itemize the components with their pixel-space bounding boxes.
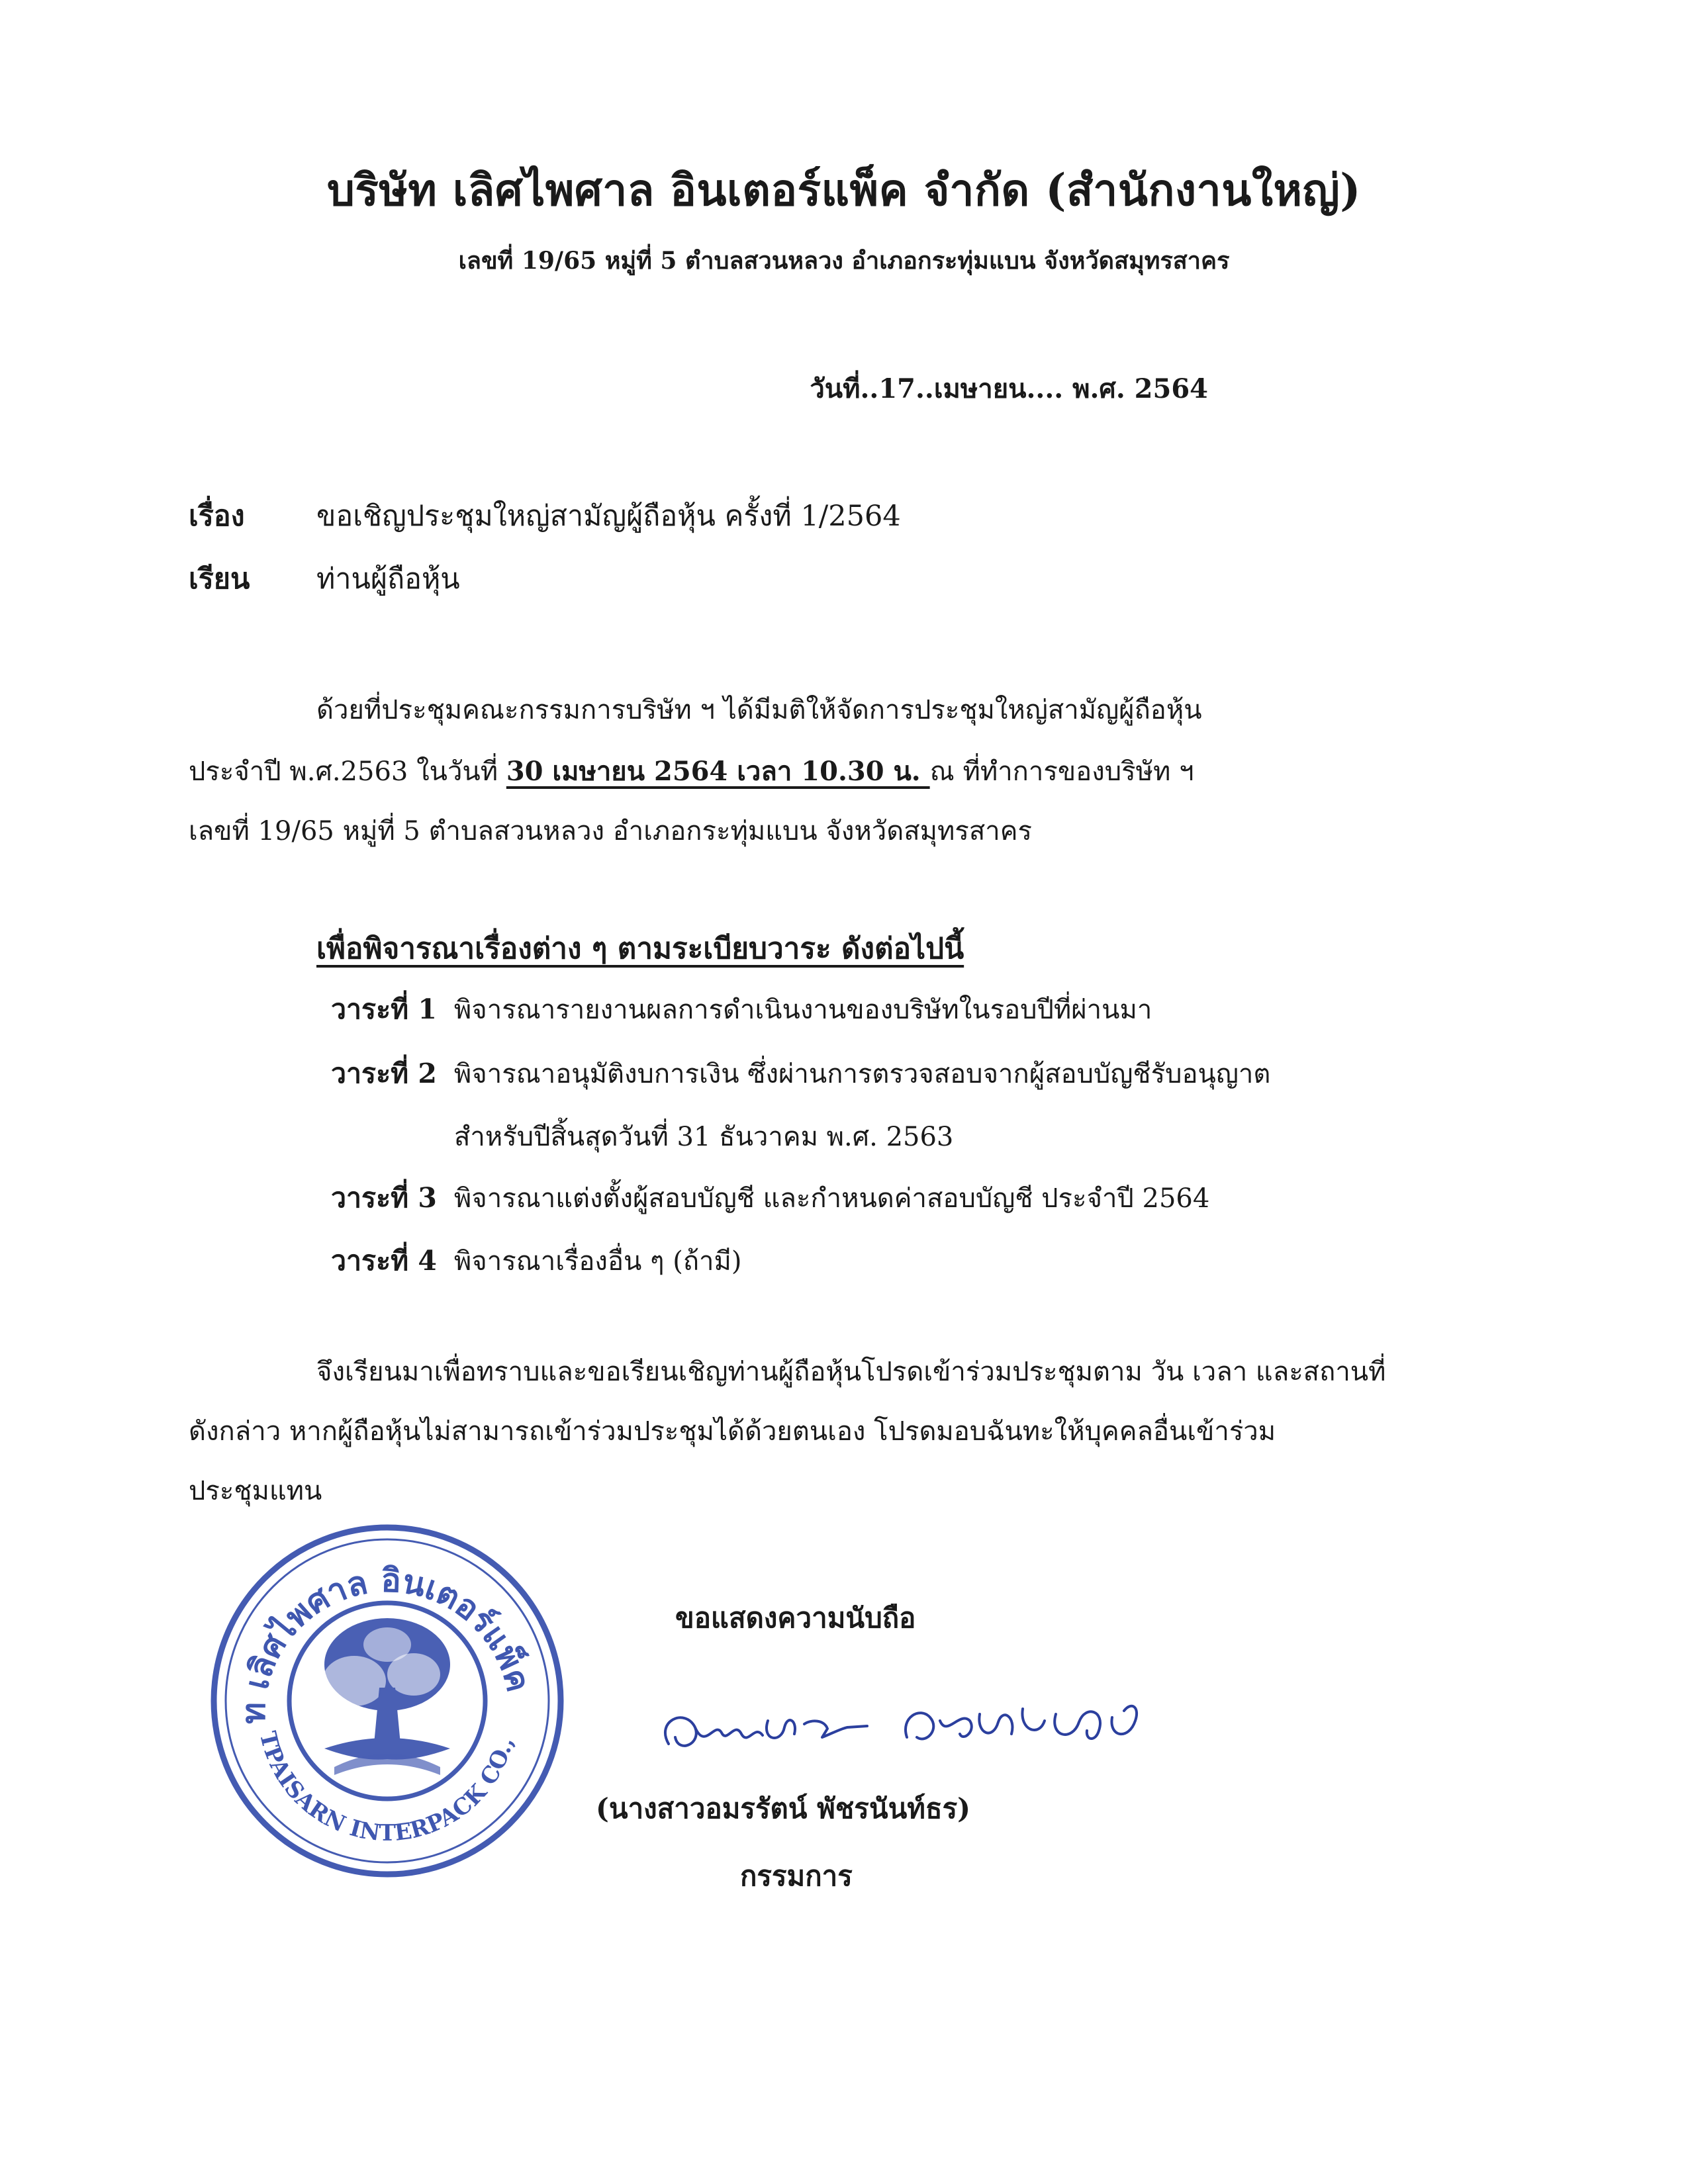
invitation-line-2: ดังกล่าว หากผู้ถือหุ้นไม่สามารถเข้าร่วมประชุมได้ด้วยตนเอง โปรดมอบฉันทะให้บุคคลอื่นเข้าร่วม bbox=[189, 1416, 1276, 1447]
company-seal-graphic bbox=[202, 1516, 573, 1886]
body-line-2-start: ประจำปี พ.ศ.2563 ในวันที่ bbox=[189, 756, 506, 787]
agenda-item-text: พิจารณาเรื่องอื่น ๆ (ถ้ามี) bbox=[453, 1246, 742, 1277]
company-address: เลขที่ 19/65 หมู่ที่ 5 ตำบลสวนหลวง อำเภอกระทุ่มแบน จังหวัดสมุทรสาคร bbox=[458, 247, 1230, 275]
agenda-item-number: วาระที่ 1 bbox=[331, 993, 437, 1025]
subject-text: ขอเชิญประชุมใหญ่สามัญผู้ถือหุ้น ครั้งที่ 1/2564 bbox=[316, 500, 901, 533]
recipient-label: เรียน bbox=[189, 563, 250, 596]
agenda-item-number: วาระที่ 4 bbox=[331, 1245, 437, 1277]
signer-name: (นางสาวอมรรัตน์ พัชรนันท์ธร) bbox=[596, 1792, 971, 1825]
meeting-date-time: 30 เมษายน 2564 เวลา 10.30 น. bbox=[506, 756, 930, 787]
agenda-item-number: วาระที่ 2 bbox=[331, 1058, 437, 1089]
company-seal bbox=[202, 1516, 573, 1889]
agenda-item-2-continuation: สำหรับปีสิ้นสุดวันที่ 31 ธันวาคม พ.ศ. 2563 bbox=[454, 1122, 954, 1152]
agenda-item-text: พิจารณารายงานผลการดำเนินงานของบริษัทในรอบปีที่ผ่านมา bbox=[453, 995, 1152, 1025]
invitation-line-1: จึงเรียนมาเพื่อทราบและขอเรียนเชิญท่านผู้ถือหุ้นโปรดเข้าร่วมประชุมตาม วัน เวลา และสถานที่ bbox=[316, 1357, 1386, 1387]
invitation-line-3: ประชุมแทน bbox=[189, 1476, 322, 1506]
closing-phrase: ขอแสดงความนับถือ bbox=[675, 1602, 916, 1634]
agenda-item-number: วาระที่ 3 bbox=[331, 1182, 437, 1214]
signature-graphic bbox=[649, 1681, 1152, 1780]
agenda-item-2 bbox=[331, 1052, 1270, 1095]
body-line-2-end: ณ ที่ทำการของบริษัท ฯ bbox=[929, 756, 1194, 787]
handwritten-signature bbox=[649, 1681, 1152, 1783]
agenda-item-4 bbox=[331, 1240, 742, 1283]
body-line-3: เลขที่ 19/65 หมู่ที่ 5 ตำบลสวนหลวง อำเภอกระทุ่มแบน จังหวัดสมุทรสาคร bbox=[189, 816, 1032, 846]
svg-text:LERTPAISARN INTERPACK CO.,LTD.: TPAISARN INTERPACK CO., bbox=[254, 1729, 520, 1847]
svg-text:บริษัท เลิศไพศาล อินเตอร์แพ็ค: ท เลิศไพศาล อินเตอร์แพ็ค bbox=[234, 1561, 538, 1725]
recipient-text: ท่านผู้ถือหุ้น bbox=[316, 563, 460, 596]
agenda-item-3 bbox=[331, 1177, 1209, 1220]
signer-title: กรรมการ bbox=[740, 1860, 853, 1892]
company-name: บริษัท เลิศไพศาล อินเตอร์แพ็ค จำกัด (สำนักงานใหญ่) bbox=[326, 164, 1362, 216]
agenda-item-1 bbox=[331, 988, 1152, 1031]
agenda-item-text: พิจารณาแต่งตั้งผู้สอบบัญชี และกำหนดค่าสอบบัญชี ประจำปี 2564 bbox=[453, 1183, 1210, 1214]
subject-label: เรื่อง bbox=[189, 500, 245, 533]
agenda-heading: เพื่อพิจารณาเรื่องต่าง ๆ ตามระเบียบวาระ ดังต่อไปนี้ bbox=[316, 932, 964, 966]
body-line-2 bbox=[189, 750, 1194, 792]
agenda-item-text: พิจารณาอนุมัติงบการเงิน ซึ่งผ่านการตรวจสอบจากผู้สอบบัญชีรับอนุญาต bbox=[453, 1059, 1271, 1089]
body-line-1: ด้วยที่ประชุมคณะกรรมการบริษัท ฯ ได้มีมติให้จัดการประชุมใหญ่สามัญผู้ถือหุ้น bbox=[316, 695, 1202, 725]
letter-date: วันที่..17..เมษายน.... พ.ศ. 2564 bbox=[810, 373, 1208, 404]
